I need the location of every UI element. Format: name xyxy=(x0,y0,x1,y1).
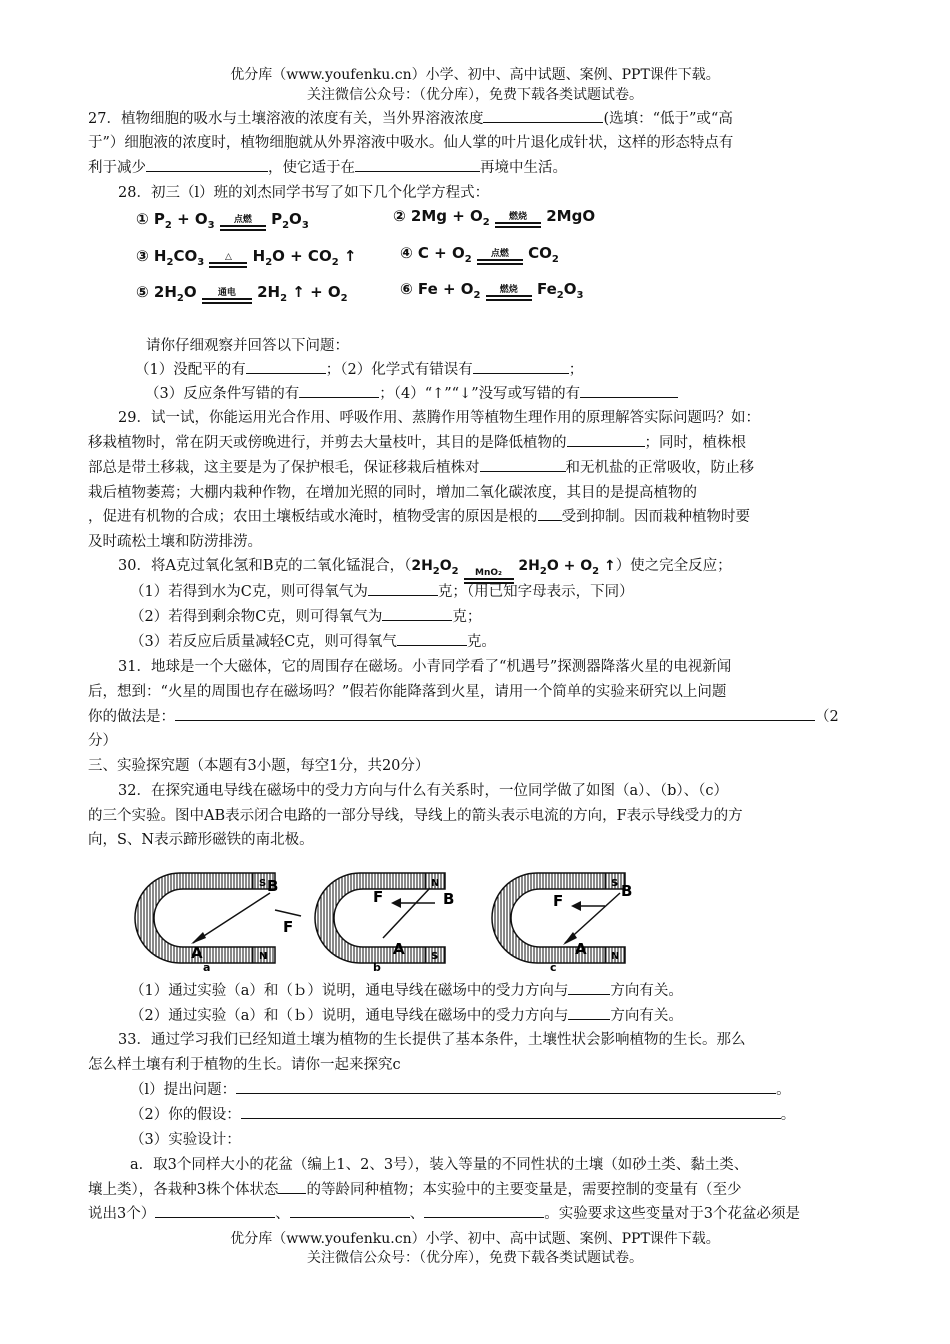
pole-label: S xyxy=(611,878,619,889)
q33-line-2: 怎么样土壤有利于植物的生长。请你一起来探究c xyxy=(88,1057,401,1073)
q32-line-1: 32．在探究通电导线在磁场中的受力方向与什么有关系时，一位同学做了如图（a）、（b）、（c） xyxy=(118,783,728,799)
label-A: A xyxy=(393,940,405,958)
q30-line-1: 30．将A克过氧化氢和B克的二氧化锰混合，（$2H_2O_2$ MnO₂ $2H_2O + O_2$ ↑）使之完全反应； xyxy=(118,554,893,584)
caption-b: b xyxy=(373,961,381,973)
pole-label: N xyxy=(431,878,440,889)
label-A: A xyxy=(191,944,203,962)
magnet-figure xyxy=(125,858,645,973)
q30-part-3: （3）若反应后质量减轻C克，则可得氧气 克。 xyxy=(130,630,905,654)
q31-line-1: 31．地球是一个大磁体，它的周围存在磁场。小青同学看了“机遇号”探测器降落火星的电视新闻 xyxy=(118,659,732,675)
q33-a-line-3: 说出3个） 、 、 。实验要求这些变量对于3个花盆必须是 xyxy=(88,1202,863,1226)
q28-answer-2: （3）反应条件写错的有 ；（4）“↑”“↓”没写或写错的有 xyxy=(145,382,920,406)
equation-5: ⑤ $2H_2O$ 通电 $2H_2$ ↑ + $O_2$ xyxy=(136,283,348,304)
label-F: F xyxy=(283,918,294,936)
q28-intro: 28．初三（l）班的刘杰同学书写了如下几个化学方程式： xyxy=(118,185,490,201)
label-B: B xyxy=(443,890,455,908)
caption-c: c xyxy=(550,961,557,973)
label-F: F xyxy=(553,892,564,910)
q32-answer-1: （1）通过实验（a）和（ｂ）说明，通电导线在磁场中的受力方向与 方向有关。 xyxy=(130,979,905,1003)
q28-answer-1: （1）没配平的有 ；（2）化学式有错误有 ； xyxy=(135,358,910,382)
q28-observe: 请你仔细观察并回答以下问题： xyxy=(146,338,349,354)
header-line-1: 优分库（www.youfenku.cn）小学、初中、高中试题、案例、PPT课件下载。 xyxy=(230,67,720,83)
equation-4: ④ $C + O_2$ 点燃 $CO_2$ xyxy=(400,244,559,265)
pole-label: S xyxy=(259,878,267,889)
header-line-2: 关注微信公众号：（优分库），免费下载各类试题试卷。 xyxy=(307,87,643,103)
q32-line-2: 的三个实验。图中AB表示闭合电路的一部分导线，导线上的箭头表示电流的方向，F表示导线受力的方 xyxy=(88,808,743,824)
footer-line-2: 关注微信公众号：（优分库），免费下载各类试题试卷。 xyxy=(307,1250,643,1266)
q29-line-3: 部总是带土移栽，这主要是为了保护根毛，保证移栽后植株对 和无机盐的正常吸收，防止移 xyxy=(88,456,863,480)
q32-line-3: 向，S、N表示蹄形磁铁的南北极。 xyxy=(88,832,314,848)
q32-answer-2: （2）通过实验（a）和（ｂ）说明，通电导线在磁场中的受力方向与 方向有关。 xyxy=(130,1004,905,1028)
label-F: F xyxy=(373,888,384,906)
q30-part-2: （2）若得到剩余物C克，则可得氧气为 克； xyxy=(130,605,905,629)
q31-line-3: 你的做法是： （2 xyxy=(88,705,863,729)
q27-line-3: 利于减少 ，使它适于在 再境中生活。 xyxy=(88,156,863,180)
q27-line-2: 于”）细胞液的浓度时，植物细胞就从外界溶液中吸水。仙人掌的叶片退化成针状，这样的形态特点有 xyxy=(88,135,734,151)
q29-line-6: 及时疏松土壤和防涝排涝。 xyxy=(88,534,262,550)
pole-label: N xyxy=(611,951,620,962)
label-A: A xyxy=(575,940,587,958)
q29-line-4: 栽后植物萎蔫；大棚内栽种作物，在增加光照的同时，增加二氧化碳浓度，其目的是提高植物的 xyxy=(88,485,697,501)
footer-line-1: 优分库（www.youfenku.cn）小学、初中、高中试题、案例、PPT课件下载。 xyxy=(230,1231,720,1247)
pole-label: N xyxy=(259,951,268,962)
q31-line-4: 分） xyxy=(88,733,117,749)
equation-3: ③ $H_2CO_3$ △ $H_2O + CO_2$ ↑ xyxy=(136,247,357,268)
section-3-title: 三、实验探究题（本题有3小题，每空1分，共20分） xyxy=(88,758,430,774)
q33-a-line-1: a．取3个同样大小的花盆（编上1、2、3号），装入等量的不同性状的土壤（如砂土类、黏土类、 xyxy=(130,1157,749,1173)
magnet-c xyxy=(492,873,632,973)
q30-part-1: （1）若得到水为C克，则可得氧气为 克；（用已知字母表示，下同） xyxy=(130,580,905,604)
q29-line-2: 移栽植物时，常在阴天或傍晚进行，并剪去大量枝叶，其目的是降低植物的 ；同时，植株根 xyxy=(88,431,863,455)
equation-2: ② $2Mg + O_2$ 燃烧 2MgO xyxy=(393,207,596,228)
q33-part-3: （3）实验设计： xyxy=(130,1132,241,1148)
magnet-b xyxy=(315,873,454,973)
q29-line-1: 29．试一试，你能运用光合作用、呼吸作用、蒸腾作用等植物生理作用的原理解答实际问题吗？如： xyxy=(118,410,760,426)
q27-line-1: 27．植物细胞的吸水与土壤溶液的浓度有关，当外界溶液浓度 (选填：“低于”或“高 xyxy=(88,107,863,131)
equation-6: ⑥ $Fe + O_2$ 燃烧 $Fe_2O_3$ xyxy=(400,280,584,301)
q33-line-1: 33．通过学习我们已经知道土壤为植物的生长提供了基本条件，土壤性状会影响植物的生长。那么 xyxy=(118,1032,746,1048)
q29-line-5: ，促进有机物的合成；农田土壤板结或水淹时，植物受害的原因是根的 受到抑制。因而栽种植物时要 xyxy=(88,505,863,529)
equation-1: ① $P_2 + O_3$ 点燃 $P_2O_3$ xyxy=(136,210,309,231)
magnet-a xyxy=(135,873,301,973)
pole-label: S xyxy=(431,951,439,962)
label-B: B xyxy=(621,882,633,900)
caption-a: a xyxy=(203,961,211,973)
q31-line-2: 后，想到：“火星的周围也存在磁场吗？”假若你能降落到火星，请用一个简单的实验来研究以上问题 xyxy=(88,684,727,700)
q33-part-2: （2）你的假设： 。 xyxy=(130,1103,905,1127)
q33-a-line-2: 壤上类），各栽种3株个体状态 的等龄同种植物；本实验中的主要变量是，需要控制的变量有（至少 xyxy=(88,1178,863,1202)
label-B: B xyxy=(267,877,279,895)
q33-part-1: （l）提出问题： 。 xyxy=(130,1078,905,1102)
